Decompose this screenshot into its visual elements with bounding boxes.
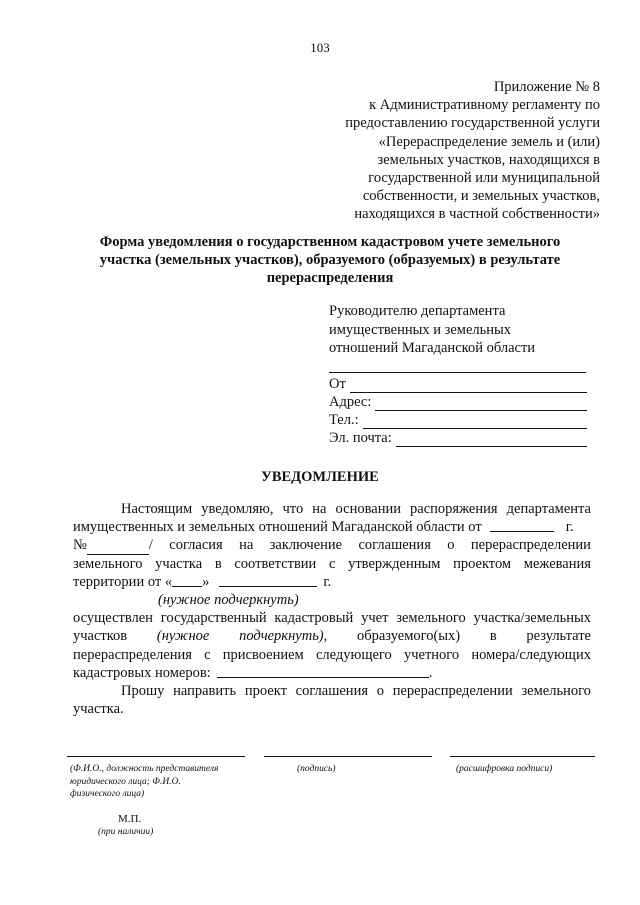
word: в	[214, 555, 222, 572]
cadastral-numbers-blank[interactable]	[217, 664, 429, 678]
word: номера/следующих	[471, 646, 591, 663]
word: в	[489, 628, 497, 645]
word: /	[148, 537, 153, 554]
word: о	[447, 537, 455, 554]
appendix-line: находящихся в частной собственности»	[354, 206, 600, 223]
word: что	[282, 501, 304, 517]
body-text: участка.	[73, 701, 124, 718]
appendix-line: «Перераспределение земель и (или)	[378, 133, 600, 150]
body-text: территории от «	[73, 573, 173, 590]
from-field[interactable]	[329, 375, 587, 393]
word: соглашения	[358, 537, 431, 554]
word: земельного	[73, 555, 143, 572]
stamp-label: М.П.	[118, 813, 142, 825]
word: Настоящим	[121, 501, 193, 517]
word: следующего	[315, 646, 392, 663]
word: подчеркнуть),	[239, 628, 328, 645]
body-line-7	[73, 627, 591, 645]
word: основании	[335, 501, 401, 517]
word: учетного	[403, 646, 460, 663]
number-sign: №	[73, 537, 87, 554]
word: перераспределении	[392, 682, 513, 699]
email-label: Эл. почта:	[329, 430, 392, 446]
decode-signature-line[interactable]	[450, 756, 595, 757]
phone-blank[interactable]	[363, 414, 587, 429]
appendix-header	[280, 78, 600, 224]
form-title-line: перераспределения	[266, 270, 394, 286]
word: перераспределении	[470, 537, 591, 554]
period: .	[428, 664, 433, 681]
body-line-2	[73, 518, 591, 536]
word: перераспределения	[73, 646, 192, 663]
decode-caption: (расшифровка подписи)	[456, 764, 553, 774]
underline-hint: (нужное подчеркнуть)	[158, 591, 299, 608]
word: участка	[155, 555, 203, 572]
word: на	[239, 537, 254, 554]
word: учет	[361, 610, 389, 627]
form-title-line: участка (земельных участков), образуемого (образуемых) в результате	[99, 252, 561, 268]
addressee-blank-line[interactable]	[329, 372, 586, 373]
notice-heading: УВЕДОМЛЕНИЕ	[261, 469, 379, 485]
word: земельного	[396, 610, 466, 627]
addressee-line: имущественных и земельных	[329, 321, 512, 338]
word: на	[312, 501, 327, 517]
month-blank[interactable]	[219, 573, 317, 587]
word: с	[328, 555, 336, 572]
word: распоряжения	[410, 501, 498, 517]
body-text: »	[202, 573, 210, 590]
page-number: 103	[310, 40, 330, 55]
word: (нужное	[156, 628, 210, 645]
from-label: От	[329, 376, 346, 392]
appendix-line: предоставлению государственной услуги	[345, 115, 600, 132]
year-suffix: г.	[323, 573, 332, 590]
word: с	[204, 646, 211, 663]
word: присвоением	[222, 646, 304, 663]
word: направить	[173, 682, 237, 699]
word: образуемого(ых)	[356, 628, 461, 645]
notice-body	[73, 500, 591, 718]
word: результате	[526, 628, 591, 645]
address-field[interactable]	[329, 393, 587, 411]
word: осуществлен	[73, 610, 153, 627]
hint-line	[73, 591, 591, 609]
form-title-line: Форма уведомления о государственном кадастровом учете земельного	[99, 234, 561, 250]
word: участков	[73, 628, 128, 645]
order-date-blank[interactable]	[490, 518, 554, 532]
word: департамента	[506, 501, 591, 517]
email-field[interactable]	[329, 429, 587, 447]
address-label: Адрес:	[329, 394, 372, 410]
caption-line: юридического лица; Ф.И.О.	[70, 776, 181, 787]
appendix-line: Приложение № 8	[493, 79, 600, 95]
stamp-note: (при наличии)	[98, 827, 154, 837]
appendix-line: земельных участков, находящихся в	[377, 151, 600, 168]
person-caption	[70, 763, 218, 801]
person-signature-line[interactable]	[67, 756, 245, 757]
body-line-9	[73, 664, 591, 682]
email-blank[interactable]	[396, 432, 587, 447]
body-line-8	[73, 646, 591, 664]
body-line-10	[73, 682, 591, 700]
word: соглашения	[295, 682, 368, 699]
phone-field[interactable]	[329, 411, 587, 429]
word: проектом	[453, 555, 512, 572]
word: о	[376, 682, 384, 699]
caption-line: физического лица)	[70, 789, 145, 799]
addressee-block	[329, 302, 589, 358]
body-text: имущественных и земельных отношений Магаданской области от	[73, 519, 482, 536]
word: участка/земельных	[473, 610, 591, 627]
word: утвержденным	[348, 555, 441, 572]
year-suffix: г.	[565, 519, 574, 536]
address-blank[interactable]	[375, 396, 587, 411]
word: заключение	[269, 537, 343, 554]
body-line-11	[73, 700, 591, 718]
word: проект	[244, 682, 287, 699]
body-line-5	[73, 573, 591, 591]
signature-caption: (подпись)	[297, 764, 336, 774]
addressee-line: Руководителю департамента	[329, 303, 506, 319]
word: Прошу	[121, 682, 165, 699]
phone-label: Тел.:	[329, 412, 359, 428]
body-line-1	[73, 500, 591, 518]
body-line-4	[73, 555, 591, 573]
word: кадастровый	[274, 610, 354, 627]
word: соответствии	[234, 555, 317, 572]
signature-line[interactable]	[264, 756, 432, 757]
from-blank[interactable]	[350, 378, 587, 393]
body-text: кадастровых номеров:	[73, 664, 211, 681]
word: уведомляю,	[201, 501, 274, 517]
word: межевания	[523, 555, 591, 572]
word: земельного	[521, 682, 591, 699]
addressee-line: отношений Магаданской области	[329, 340, 536, 356]
appendix-line: собственности, и земельных участков,	[362, 188, 600, 205]
caption-line: (Ф.И.О., должность представителя	[70, 764, 219, 774]
appendix-line: к Административному регламенту по	[369, 97, 600, 114]
word: согласия	[169, 537, 223, 554]
form-title	[80, 233, 580, 287]
appendix-line: государственной или муниципальной	[368, 170, 600, 187]
order-number-blank[interactable]	[87, 541, 149, 555]
body-line-6	[73, 609, 591, 627]
word: государственный	[160, 610, 267, 627]
body-line-3	[73, 536, 591, 554]
day-blank[interactable]	[172, 573, 202, 587]
